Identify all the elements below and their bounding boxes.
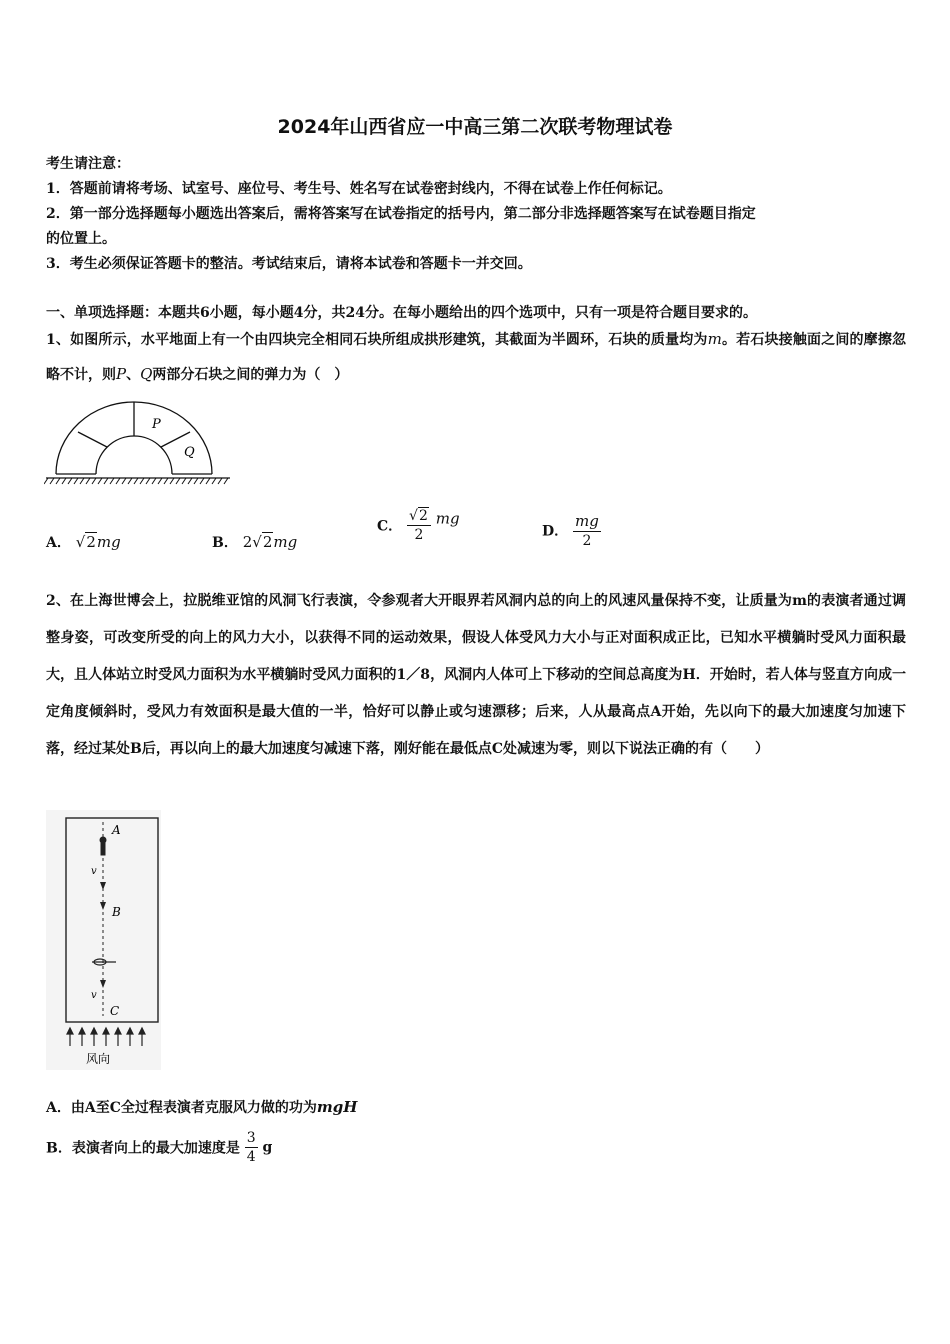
- q1-option-b-expr: 2√2mg: [242, 533, 298, 551]
- q2-option-a-label: A．: [46, 1100, 71, 1116]
- notice-heading: 考生请注意：: [46, 156, 130, 172]
- q2-option-b[interactable]: [46, 1130, 272, 1165]
- q1-option-b-label: B．: [212, 535, 238, 551]
- q2-option-a-math: mgH: [316, 1098, 358, 1116]
- q1-option-a-label: A．: [46, 535, 71, 551]
- q2-option-a[interactable]: [46, 1097, 357, 1117]
- question-1-stem: [46, 322, 906, 392]
- q1-p-symbol: P: [116, 365, 127, 383]
- q1-sep: 、: [126, 367, 141, 383]
- q1-option-d-den: 2: [582, 533, 592, 549]
- q1-q-symbol: Q: [140, 365, 153, 383]
- arch-inner-arc: [96, 436, 172, 474]
- q2-option-b-text: 表演者向上的最大加速度是: [71, 1140, 240, 1157]
- arch-joint-left: [78, 432, 107, 447]
- q1-option-d-fraction: [573, 512, 601, 549]
- q2-option-b-num: 3: [246, 1130, 256, 1146]
- q1-option-d-label: D．: [542, 523, 569, 540]
- exam-title: 2024年山西省应一中高三第二次联考物理试卷: [277, 116, 673, 138]
- q1-option-c-num: √2: [407, 508, 431, 526]
- q1-option-a-expr: √2mg: [75, 533, 121, 551]
- notice-item-2: 2．第一部分选择题每小题选出答案后，需将答案写在试卷指定的括号内，第二部分非选择题答案写在试卷题目指定: [46, 206, 756, 222]
- notice-item-3: 3．考生必须保证答题卡的整洁。考试结束后，请将本试卷和答题卡一并交回。: [46, 256, 532, 272]
- q1-option-a[interactable]: [46, 532, 121, 552]
- label-wind-direction: 风向: [86, 1052, 111, 1066]
- q1-option-b[interactable]: [212, 532, 297, 552]
- q1-option-a-rad: 2: [86, 533, 96, 551]
- ground-hatch: [44, 478, 228, 484]
- q1-option-b-rad: 2: [262, 533, 273, 551]
- q1-option-d-num: mg: [575, 512, 599, 530]
- q2-option-b-label: B．: [46, 1140, 72, 1157]
- label-a: A: [112, 823, 121, 837]
- q1-option-b-coef: 2: [242, 533, 253, 551]
- q1-text-c: 两部分石块之间的弹力为（ ）: [152, 367, 349, 383]
- label-b: B: [112, 905, 121, 919]
- q1-option-c[interactable]: [377, 508, 460, 543]
- notice-item-1: 1．答题前请将考场、试室号、座位号、考生号、姓名写在试卷密封线内，不得在试卷上作任何标记。: [46, 181, 672, 197]
- q1-option-c-fraction: [407, 508, 431, 543]
- q2-option-a-text: 由A至C全过程表演者克服风力做的功为: [70, 1100, 317, 1116]
- section-heading: 一、单项选择题：本题共6小题，每小题4分，共24分。在每小题给出的四个选项中，只有一项是符合题目要求的。: [46, 305, 757, 321]
- label-v-top: v: [91, 866, 97, 877]
- q1-option-c-label: C．: [377, 518, 403, 535]
- wind-tunnel-figure: [46, 810, 161, 1070]
- notice-item-2-cont: 的位置上。: [46, 231, 116, 247]
- question-2-stem: 2、在上海世博会上，拉脱维亚馆的风洞飞行表演，令参观者大开眼界若风洞内总的向上的风速风量保持不变，让质量为m的表演者通过调整身姿，可改变所受的向上的风力大小，以获得不同的运动效果，假设人体受风力大小与正对面积成正比，已知水平横躺时受风力面积最大，且人体站立时受风力面积为水平横躺时受风力面积的1／8，风洞内人体可上下移动的空间总高度为H．开始时，若人体与竖直方向成一定角度倾斜时，受风力有效面积是最大值的一半，恰好可以静止或匀速漂移；后来，人从最高点A开始，先以向下的最大加速度匀加速下落，经过某处B后，再以向上的最大加速度匀减速下落，刚好能在最低点C处减速为零，则以下说法正确的有（ ）: [46, 593, 906, 757]
- q1-option-a-unit: mg: [96, 533, 121, 551]
- arch-label-q: Q: [184, 445, 195, 460]
- q1-text-b: 。若石块接触面之间的摩擦忽略不计，则: [46, 332, 906, 383]
- q1-mass-symbol: m: [707, 330, 722, 348]
- q1-option-c-den: 2: [414, 527, 424, 543]
- arch-label-p: P: [152, 417, 161, 432]
- performer-top: [100, 837, 106, 855]
- arch-figure: [44, 398, 234, 488]
- label-c: C: [110, 1004, 120, 1018]
- q2-option-b-tail: g: [262, 1139, 273, 1156]
- q1-option-b-unit: mg: [273, 533, 298, 551]
- q1-option-c-num-rad: 2: [418, 508, 428, 524]
- q2-option-b-fraction: [245, 1130, 258, 1165]
- q2-option-b-den: 4: [246, 1149, 256, 1165]
- q1-text-a: 1、如图所示，水平地面上有一个由四块完全相同石块所组成拱形建筑，其截面为半圆环，石块的质量均为: [46, 332, 708, 348]
- q1-option-c-unit: mg: [435, 509, 460, 528]
- q1-option-d[interactable]: [542, 512, 601, 549]
- label-v-bottom: v: [91, 990, 97, 1001]
